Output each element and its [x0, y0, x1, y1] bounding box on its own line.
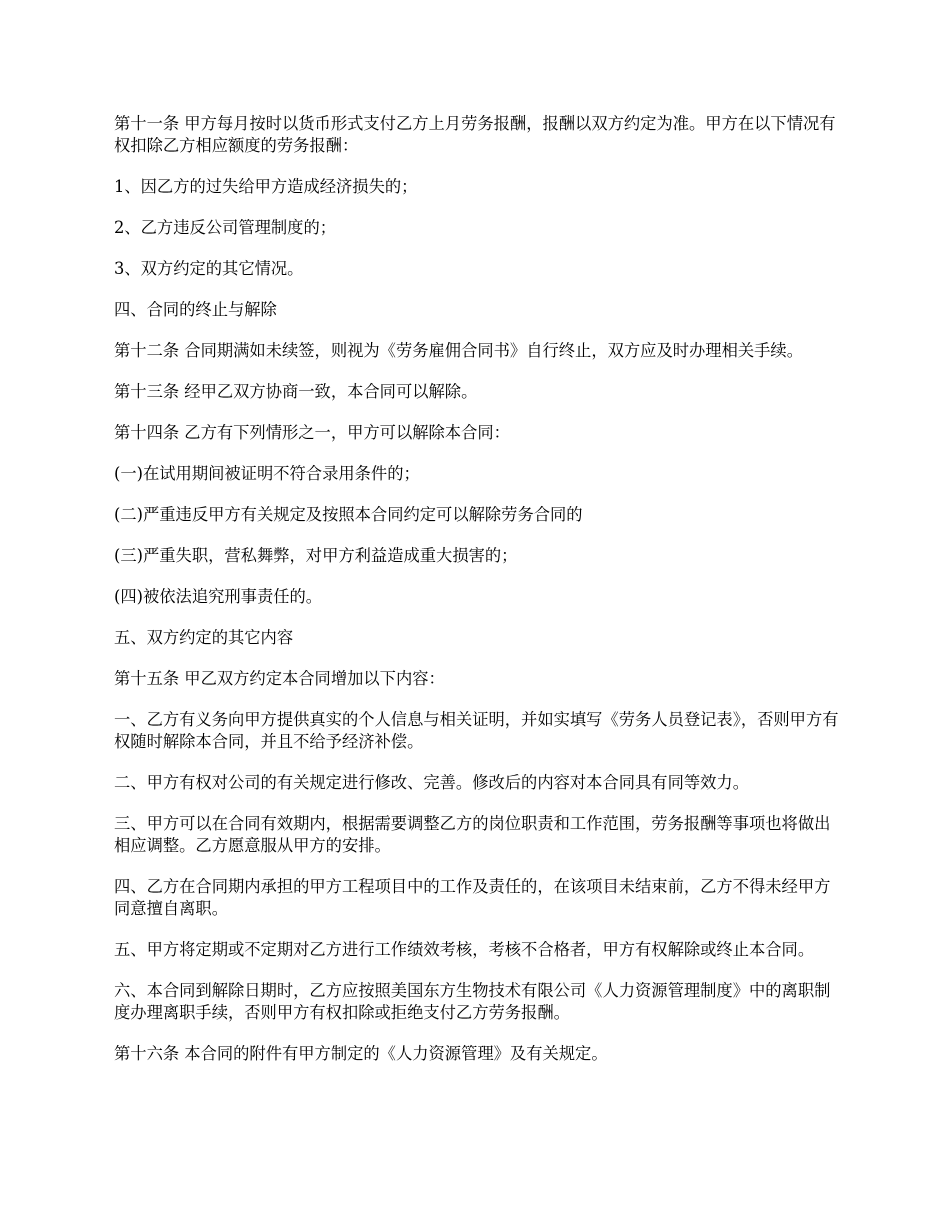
paragraph-article-16: 第十六条 本合同的附件有甲方制定的《人力资源管理》及有关规定。 [114, 1044, 608, 1063]
paragraph-article-14: 第十四条 乙方有下列情形之一，甲方可以解除本合同： [114, 423, 510, 442]
list-item-3: 3、双方约定的其它情况。 [114, 259, 304, 278]
paragraph-article-15: 第十五条 甲乙双方约定本合同增加以下内容： [114, 669, 445, 688]
clause-item-4: (四)被依法追究刑事责任的。 [114, 587, 323, 606]
agreement-item-2: 二、甲方有权对公司的有关规定进行修改、完善。修改后的内容对本合同具有同等效力。 [114, 773, 749, 792]
agreement-item-6: 六、本合同到解除日期时，乙方应按照美国东方生物技术有限公司《人力资源管理制度》中的离职制度办理离职手续，否则甲方有权扣除或拒绝支付乙方劳务报酬。 [114, 981, 831, 1022]
section-heading-4: 四、合同的终止与解除 [114, 300, 277, 319]
agreement-item-1: 一、乙方有义务向甲方提供真实的个人信息与相关证明，并如实填写《劳务人员登记表》，否则甲方有权随时解除本合同，并且不给予经济补偿。 [114, 710, 839, 751]
clause-item-3: (三)严重失职，营私舞弊，对甲方利益造成重大损害的； [114, 546, 518, 565]
list-item-2: 2、乙方违反公司管理制度的； [114, 218, 337, 237]
list-item-1: 1、因乙方的过失给甲方造成经济损失的； [114, 177, 418, 196]
agreement-item-5: 五、甲方将定期或不定期对乙方进行工作绩效考核，考核不合格者，甲方有权解除或终止本合同。 [114, 940, 815, 959]
paragraph-article-12: 第十二条 合同期满如未续签，则视为《劳务雇佣合同书》自行终止，双方应及时办理相关手续。 [114, 341, 803, 360]
clause-item-1: (一)在试用期间被证明不符合录用条件的； [114, 464, 420, 483]
agreement-item-3: 三、甲方可以在合同有效期内，根据需要调整乙方的岗位职责和工作范围，劳务报酬等事项也将做出相应调整。乙方愿意服从甲方的安排。 [114, 814, 831, 855]
clause-item-2: (二)严重违反甲方有关规定及按照本合同约定可以解除劳务合同的 [114, 505, 583, 524]
paragraph-article-11: 第十一条 甲方每月按时以货币形式支付乙方上月劳务报酬，报酬以双方约定为准。甲方在以下情况有权扣除乙方相应额度的劳务报酬： [114, 114, 836, 155]
section-heading-5: 五、双方约定的其它内容 [114, 628, 294, 647]
agreement-item-4: 四、乙方在合同期内承担的甲方工程项目中的工作及责任的，在该项目未结束前，乙方不得未经甲方同意擅自离职。 [114, 877, 831, 918]
paragraph-article-13: 第十三条 经甲乙双方协商一致，本合同可以解除。 [114, 382, 478, 401]
document-body [114, 113, 844, 1084]
